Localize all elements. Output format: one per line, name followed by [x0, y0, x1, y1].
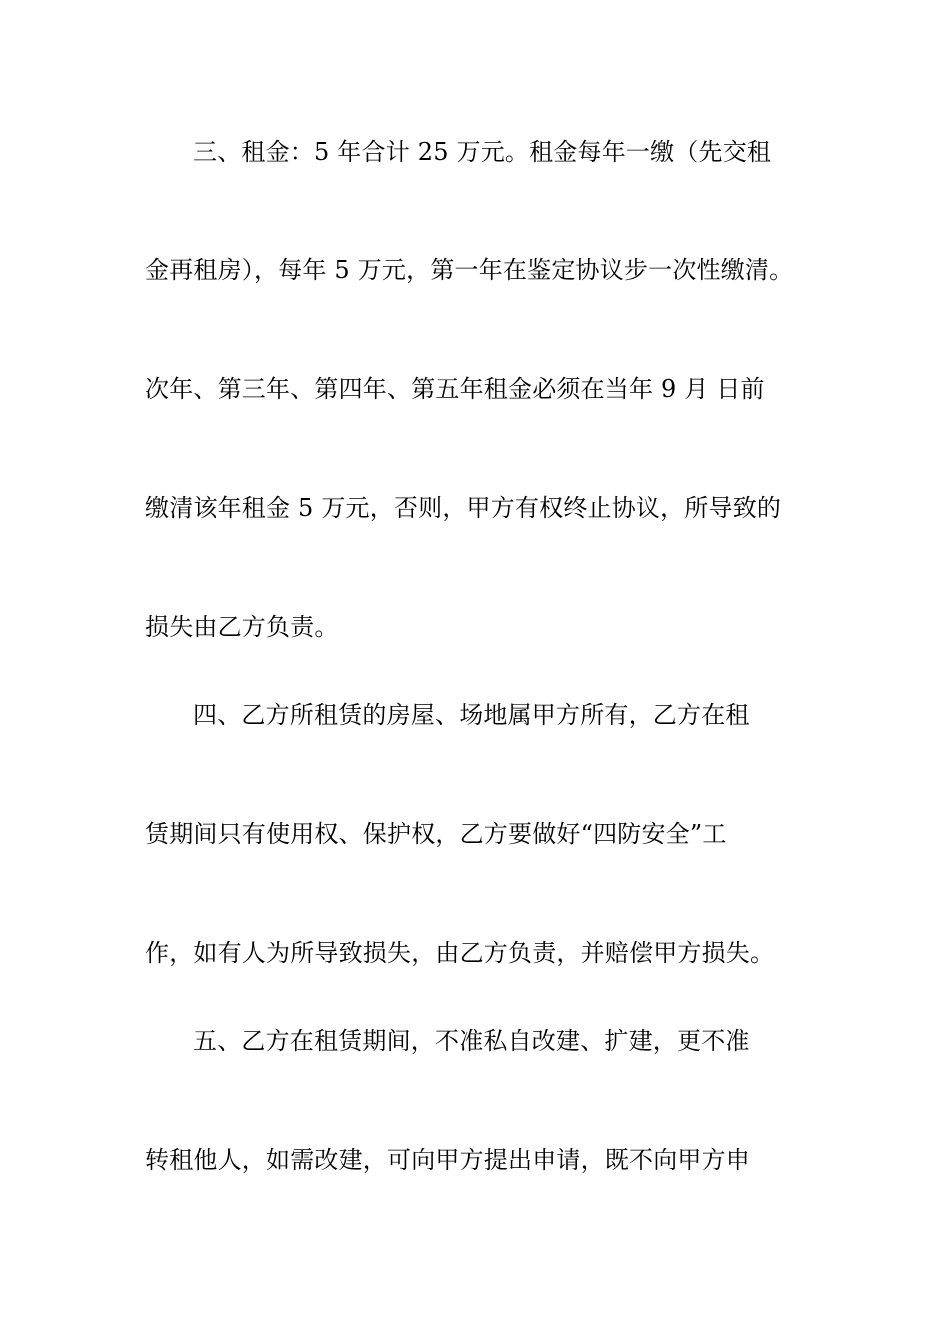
- clause-4-line-2: 赁期间只有使用权、保护权，乙方要做好“四防安全”工: [145, 820, 727, 848]
- clause-4-line-3: 作，如有人为所导致损失，由乙方负责，并赔偿甲方损失。: [145, 939, 775, 967]
- clause-3-line-2: 金再租房），每年 5 万元，第一年在鉴定协议步一次性缴清。: [145, 256, 794, 284]
- clause-3-line-1: 三、租金：5 年合计 25 万元。租金每年一缴（先交租: [193, 138, 772, 166]
- clause-3-line-4: 缴清该年租金 5 万元，否则，甲方有权终止协议，所导致的: [145, 494, 782, 522]
- clause-5-line-2: 转租他人，如需改建，可向甲方提出申请，既不向甲方申: [145, 1146, 750, 1174]
- clause-3-line-5: 损失由乙方负责。: [145, 613, 339, 641]
- clause-4-line-1: 四、乙方所租赁的房屋、场地属甲方所有，乙方在租: [193, 701, 750, 729]
- clause-5-line-1: 五、乙方在租赁期间，不准私自改建、扩建，更不准: [193, 1027, 750, 1055]
- clause-3-line-3: 次年、第三年、第四年、第五年租金必须在当年 9 月 日前: [145, 375, 765, 403]
